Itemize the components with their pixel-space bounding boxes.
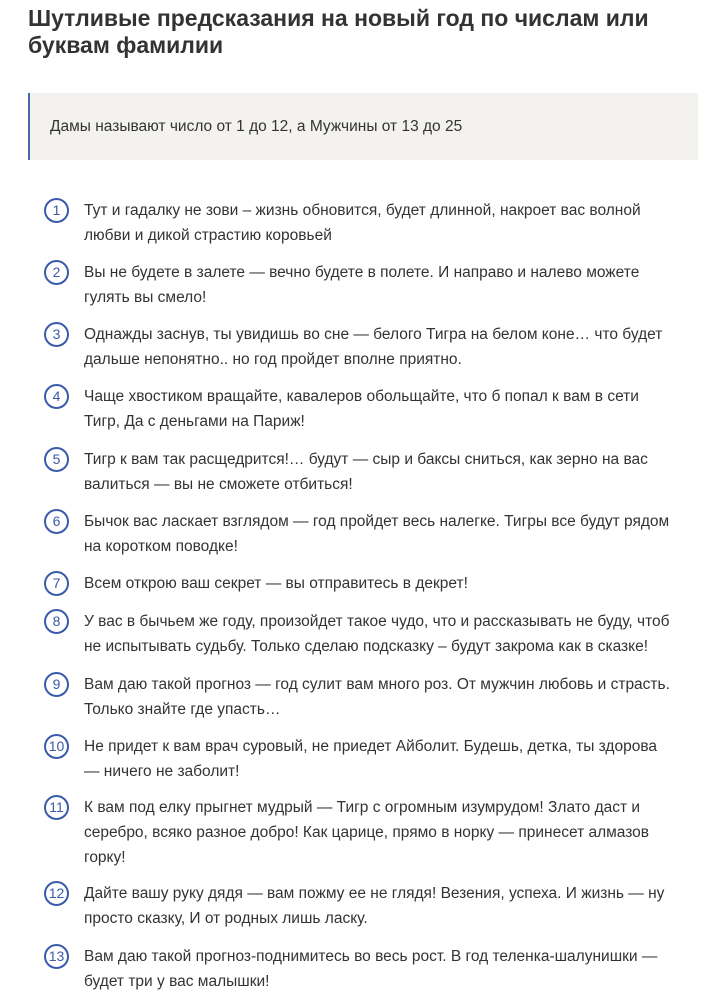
item-text: Всем открою ваш секрет — вы отправитесь в декрет!: [84, 575, 468, 592]
item-number-badge: 9: [44, 672, 69, 697]
item-number-badge: 4: [44, 384, 69, 409]
item-text: Вы не будете в залете — вечно будете в полете. И направо и налево можете гулять вы смело!: [84, 264, 640, 306]
article-title: Шутливые предсказания на новый год по числам или буквам фамилии: [28, 5, 649, 58]
item-text: Бычок вас ласкает взглядом — год пройдет весь налегке. Тигры все будут рядом на коротком поводке!: [84, 513, 670, 555]
item-number-badge: 2: [44, 260, 69, 285]
item-text: К вам под елку прыгнет мудрый — Тигр с огромным изумрудом! Злато даст и серебро, всяко разное добро! Как царице, прямо в норку — принесет алмазов горку!: [84, 799, 650, 866]
item-text: Не придет к вам врач суровый, не приедет Айболит. Будешь, детка, ты здорова — ничего не заболит!: [84, 738, 658, 780]
item-number-badge: 3: [44, 322, 69, 347]
item-text: Вам даю такой прогноз-поднимитесь во весь рост. В год теленка-шалунишки — будет три у вас малышки!: [84, 948, 658, 990]
item-number-badge: 1: [44, 198, 69, 223]
item-text: Тут и гадалку не зови – жизнь обновится, будет длинной, накроет вас волной любви и дикой страстию коровьей: [84, 202, 641, 244]
item-number-badge: 13: [44, 944, 69, 969]
item-number-badge: 8: [44, 609, 69, 634]
item-number-badge: 11: [44, 795, 69, 820]
item-number-badge: 12: [44, 881, 69, 906]
item-number-badge: 7: [44, 571, 69, 596]
item-text: Однажды заснув, ты увидишь во сне — белого Тигра на белом коне… что будет дальше непонятно.. но год пройдет вполне приятно.: [84, 326, 663, 368]
item-text: Дайте вашу руку дядя — вам пожму ее не глядя! Везения, успеха. И жизнь — ну просто сказку, И от родных лишь ласку.: [84, 885, 665, 927]
item-number-badge: 6: [44, 509, 69, 534]
note-text: Дамы называют число от 1 до 12, а Мужчины от 13 до 25: [50, 118, 463, 135]
item-text: Чаще хвостиком вращайте, кавалеров обольщайте, что б попал к вам в сети Тигр, Да с деньгами на Париж!: [84, 388, 639, 430]
note-block: [28, 93, 698, 160]
item-text: Вам даю такой прогноз — год сулит вам много роз. От мужчин любовь и страсть. Только знайте где упасть…: [84, 676, 670, 718]
item-number-badge: 10: [44, 734, 69, 759]
item-number-badge: 5: [44, 447, 69, 472]
item-text: Тигр к вам так расщедрится!… будут — сыр и баксы сниться, как зерно на вас валиться — вы не сможете отбиться!: [84, 451, 648, 493]
item-text: У вас в бычьем же году, произойдет такое чудо, что и рассказывать не буду, чтоб не испытывать судьбу. Только сделаю подсказку – будут закрома как в сказке!: [84, 613, 670, 655]
